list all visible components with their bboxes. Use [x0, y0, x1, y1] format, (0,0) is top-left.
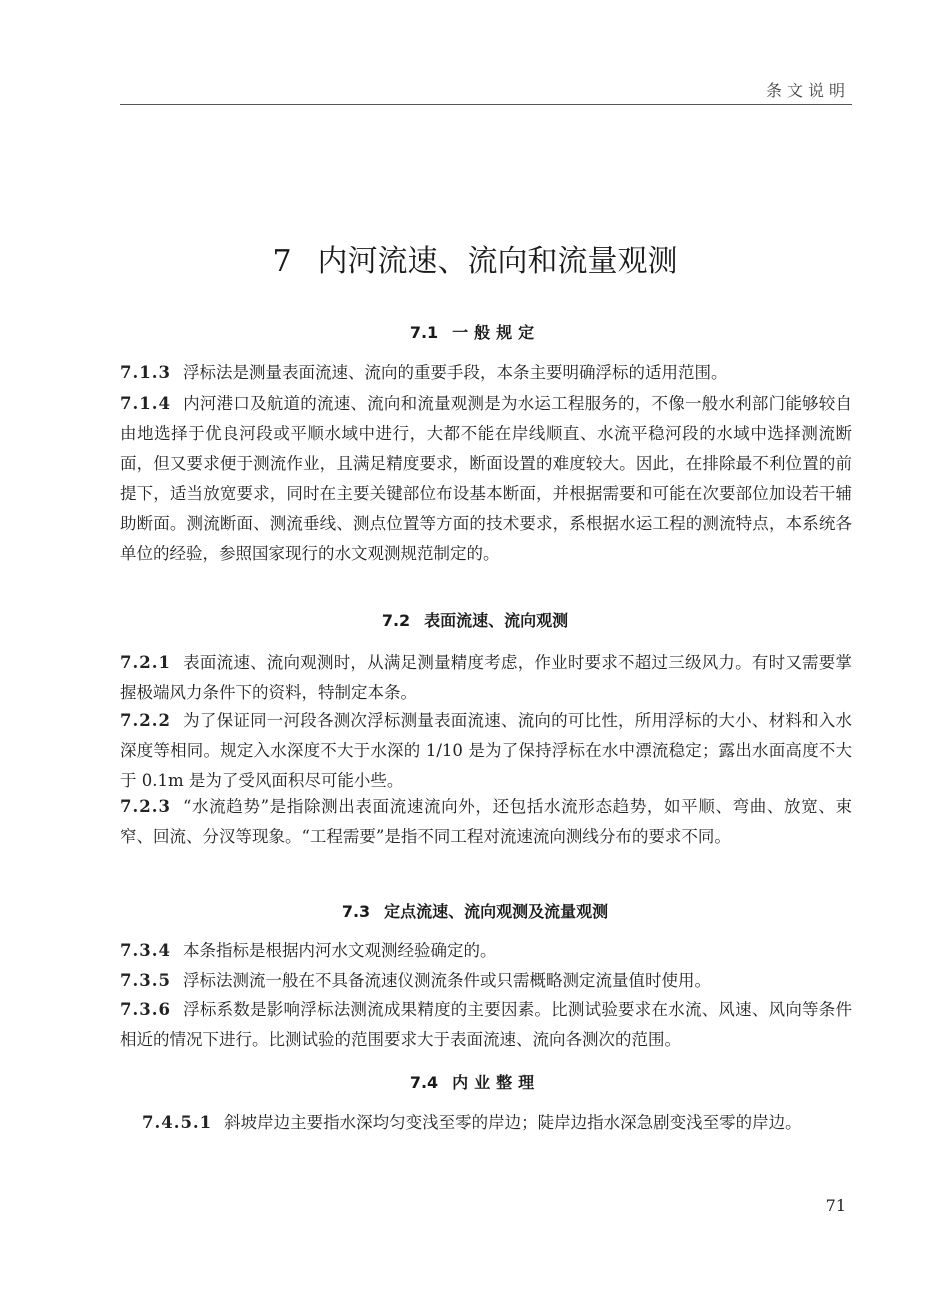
- chapter-title-text: 内河流速、流向和流量观测: [317, 244, 678, 279]
- clause-text: “水流趋势”是指除测出表面流速流向外，还包括水流形态趋势，如平顺、弯曲、放宽、束窄、回流、分汊等现象。“工程需要”是指不同工程对流速流向测线分布的要求不同。: [120, 797, 852, 846]
- clause-7-2-1: [120, 648, 852, 708]
- clause-text: 斜坡岸边主要指水深均匀变浅至零的岸边；陡岸边指水深急剧变浅至零的岸边。: [224, 1113, 802, 1132]
- clause-7-3-4: [120, 936, 852, 966]
- clause-number: 7.4.5.1: [142, 1113, 213, 1132]
- clause-number: 7.3.6: [120, 1000, 171, 1019]
- section-heading-7-2: [0, 608, 950, 631]
- clause-7-2-2: [120, 706, 852, 796]
- clause-text: 为了保证同一河段各测次浮标测量表面流速、流向的可比性，所用浮标的大小、材料和入水深度等相同。规定入水深度不大于水深的 1/10 是为了保持浮标在水中漂流稳定；露出水面高度不大于 0.1m 是为了受风面积尽可能小些。: [120, 711, 852, 790]
- section-heading-7-3: [0, 899, 950, 922]
- section-number: 7.3: [341, 902, 371, 921]
- section-number: 7.4: [409, 1073, 439, 1092]
- section-title-text: 表面流速、流向观测: [424, 611, 569, 630]
- clause-7-3-6: [120, 995, 852, 1055]
- clause-7-1-4: [120, 389, 852, 569]
- chapter-number: 7: [272, 244, 292, 279]
- clause-7-4-5-1: [120, 1108, 852, 1138]
- clause-text: 表面流速、流向观测时，从满足测量精度考虑，作业时要求不超过三级风力。有时又需要掌握极端风力条件下的资料，特制定本条。: [120, 653, 852, 702]
- section-heading-7-4: [0, 1070, 950, 1093]
- clause-text: 浮标系数是影响浮标法测流成果精度的主要因素。比测试验要求在水流、风速、风向等条件相近的情况下进行。比测试验的范围要求大于表面流速、流向各测次的范围。: [120, 1000, 852, 1049]
- clause-number: 7.1.3: [120, 363, 171, 382]
- chapter-title: [0, 236, 950, 280]
- section-heading-7-1: [0, 320, 950, 343]
- clause-text: 浮标法测流一般在不具备流速仪测流条件或只需概略测定流量值时使用。: [182, 971, 711, 990]
- clause-number: 7.2.2: [120, 711, 171, 730]
- section-title-text: 定点流速、流向观测及流量观测: [384, 902, 609, 921]
- clause-number: 7.2.1: [120, 653, 171, 672]
- clause-number: 7.3.4: [120, 941, 171, 960]
- clause-text: 浮标法是测量表面流速、流向的重要手段，本条主要明确浮标的适用范围。: [182, 363, 728, 382]
- running-head: 条文说明: [765, 81, 850, 100]
- clause-text: 本条指标是根据内河水文观测经验确定的。: [182, 941, 497, 960]
- section-title-text: 一般规定: [452, 323, 541, 342]
- clause-number: 7.2.3: [120, 797, 171, 816]
- section-number: 7.2: [381, 611, 411, 630]
- section-title-text: 内业整理: [452, 1073, 541, 1092]
- clause-text: 内河港口及航道的流速、流向和流量观测是为水运工程服务的，不像一般水利部门能够较自由地选择于优良河段或平顺水域中进行，大都不能在岸线顺直、水流平稳河段的水域中选择测流断面，但又要求便于测流作业，且满足精度要求，断面设置的难度较大。因此，在排除最不利位置的前提下，适当放宽要求，同时在主要关键部位布设基本断面，并根据需要和可能在次要部位加设若干辅助断面。测流断面、测流垂线、测点位置等方面的技术要求，系根据水运工程的测流特点，本系统各单位的经验，参照国家现行的水文观测规范制定的。: [120, 394, 852, 563]
- clause-7-1-3: [120, 358, 852, 388]
- clause-7-2-3: [120, 792, 852, 852]
- clause-number: 7.3.5: [120, 971, 171, 990]
- clause-number: 7.1.4: [120, 394, 171, 413]
- section-number: 7.1: [409, 323, 439, 342]
- header-rule: [120, 104, 852, 105]
- clause-7-3-5: [120, 966, 852, 996]
- page-number: 71: [825, 1196, 846, 1215]
